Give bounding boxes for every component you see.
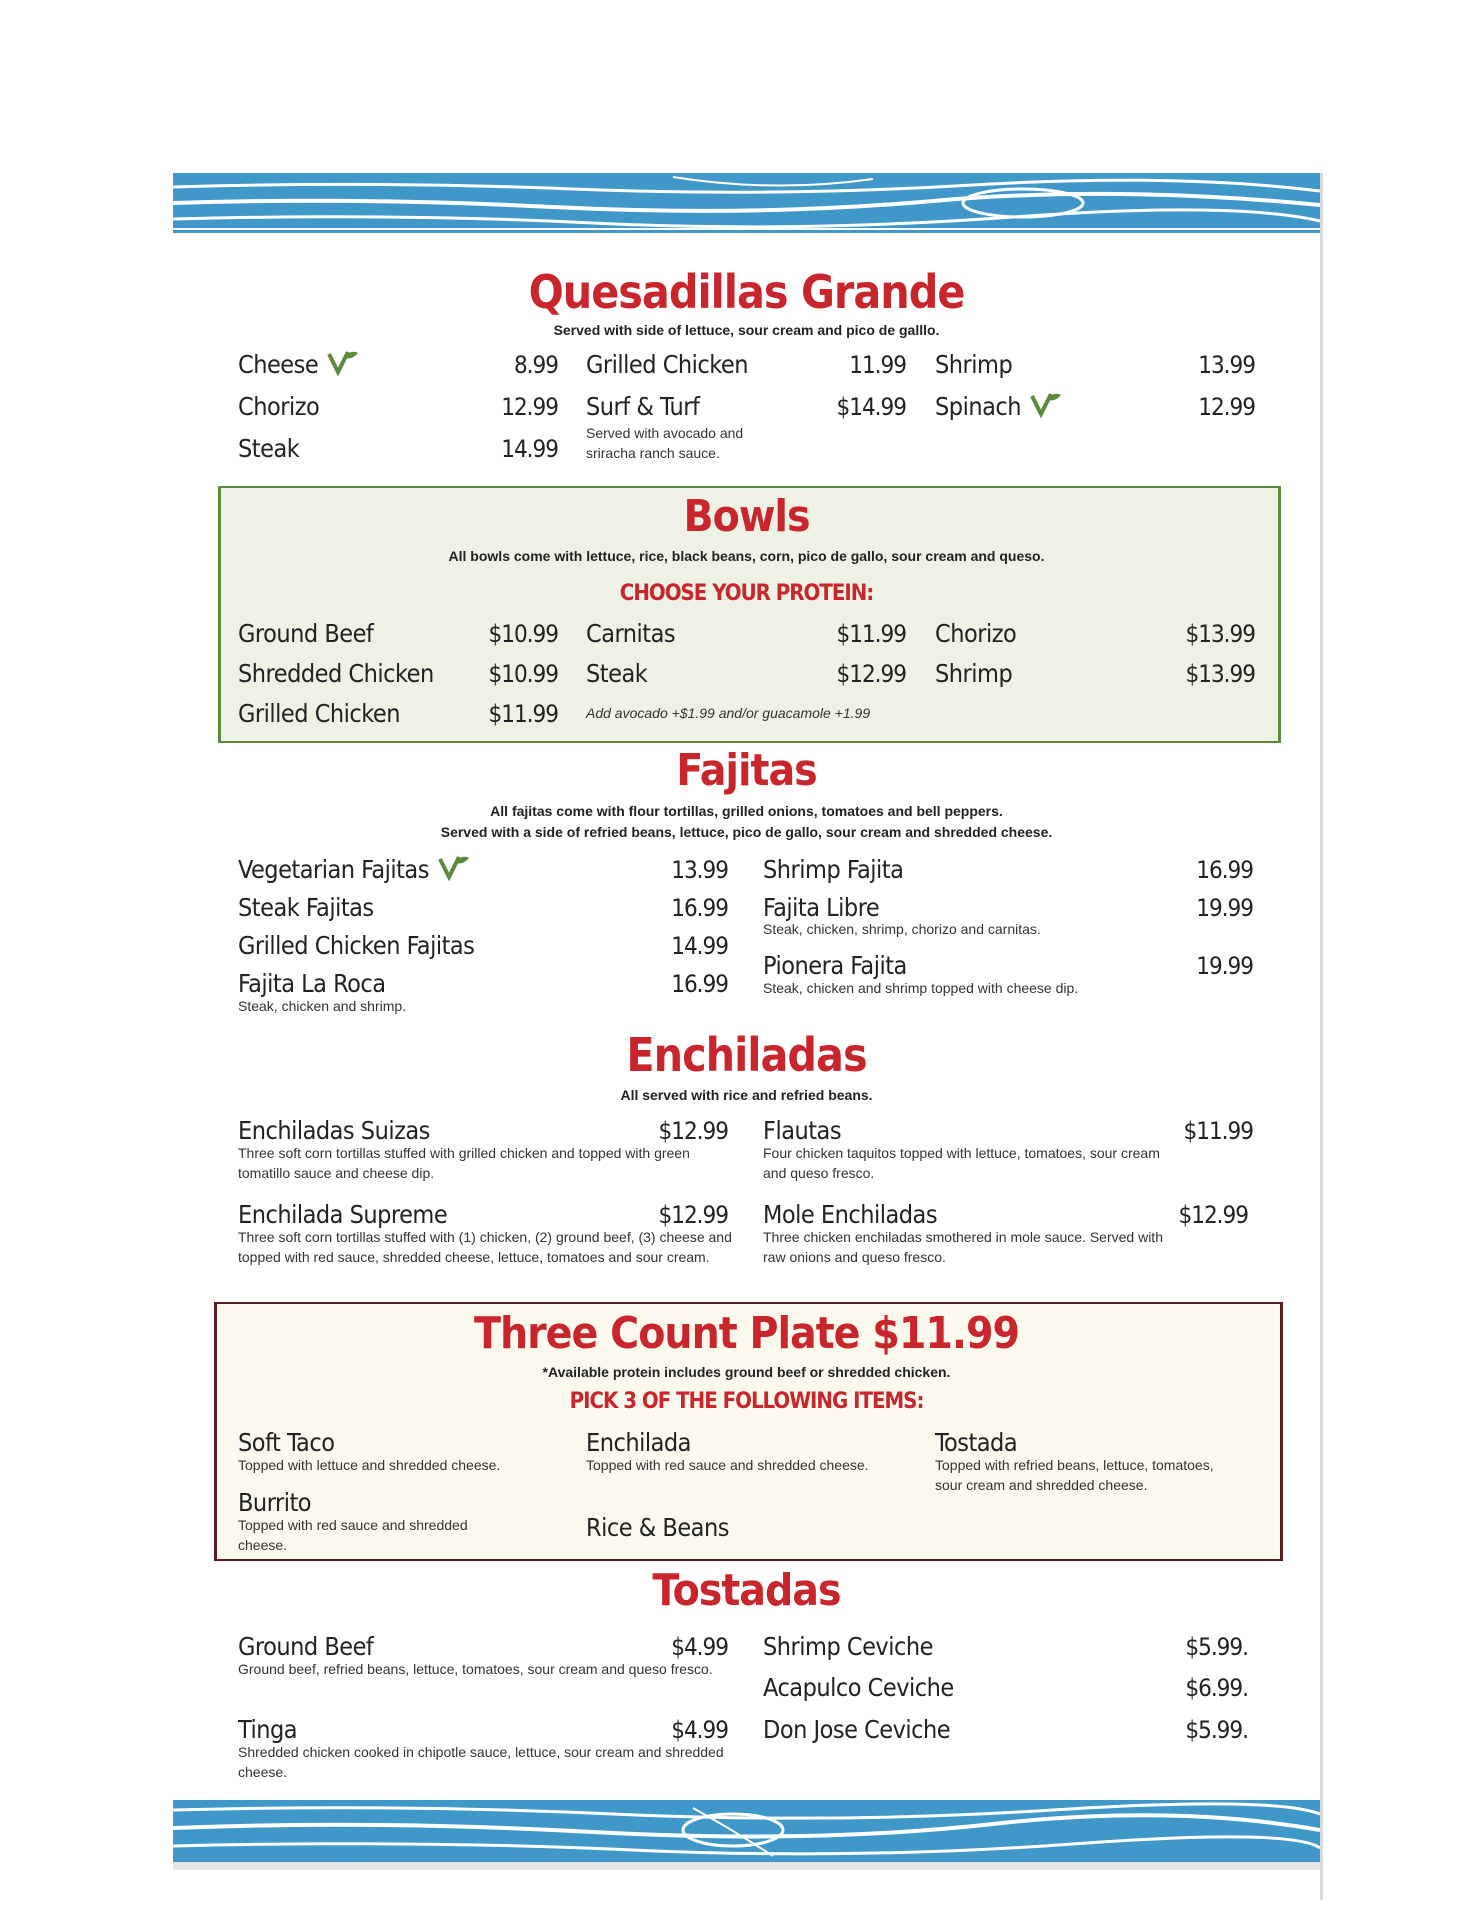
option-name: Enchilada	[586, 1428, 691, 1457]
item-name: Spinach	[935, 392, 1021, 421]
protein-heading: CHOOSE YOUR PROTEIN:	[619, 581, 874, 606]
list-item	[763, 1715, 1248, 1744]
item-price: 11.99	[849, 351, 906, 379]
option-name: Tostada	[935, 1428, 1018, 1457]
wood-banner-bottom	[173, 1800, 1320, 1870]
list-item	[238, 893, 728, 922]
option-name: Burrito	[238, 1488, 312, 1517]
item-price: 16.99	[671, 894, 728, 922]
fajitas-title: Fajitas	[676, 745, 817, 796]
item-price: 19.99	[1196, 952, 1253, 980]
item-description: Three soft corn tortillas stuffed with (1) chicken, (2) ground beef, (3) cheese and topped with red sauce, shredded cheese, lettuce, tomatoes and sour cream.	[238, 1229, 732, 1265]
item-price: $11.99	[1183, 1117, 1253, 1145]
item-price: $5.99.	[1185, 1716, 1248, 1744]
item-name: Shrimp	[935, 659, 1013, 688]
item-name: Don Jose Ceviche	[763, 1715, 951, 1744]
item-price: $12.99	[658, 1201, 728, 1229]
list-item	[586, 619, 906, 648]
item-name: Ground Beef	[238, 1632, 374, 1661]
item-name: Steak	[586, 659, 648, 688]
enchiladas-subtitle: All served with rice and refried beans.	[620, 1087, 873, 1103]
item-price: 19.99	[1196, 894, 1253, 922]
item-name: Shrimp Ceviche	[763, 1632, 933, 1661]
option-name: Soft Taco	[238, 1428, 335, 1457]
vegetarian-leaf-icon	[1029, 392, 1063, 424]
item-price: $4.99	[671, 1716, 728, 1744]
option-description: Topped with red sauce and shredded cheese.	[586, 1457, 869, 1473]
item-name: Fajita La Roca	[238, 969, 386, 998]
item-price: 14.99	[501, 435, 558, 463]
item-name: Grilled Chicken	[586, 350, 749, 379]
item-name: Tinga	[238, 1715, 298, 1744]
list-item	[238, 1632, 728, 1661]
list-item	[763, 1200, 1248, 1229]
option-description: Topped with lettuce and shredded cheese.	[238, 1457, 501, 1473]
item-price: $10.99	[488, 620, 558, 648]
item-name: Carnitas	[586, 619, 676, 648]
item-name: Chorizo	[238, 392, 320, 421]
item-price: 13.99	[1198, 351, 1255, 379]
item-name: Surf & Turf	[586, 392, 700, 421]
list-item	[763, 855, 1253, 884]
list-item	[586, 350, 906, 379]
bowls-title: Bowls	[683, 491, 810, 542]
three-count-title: Three Count Plate $11.99	[473, 1308, 1020, 1359]
list-item	[238, 855, 728, 887]
item-price: 8.99	[513, 351, 558, 379]
list-item	[238, 1715, 728, 1744]
enchiladas-title: Enchiladas	[626, 1028, 867, 1082]
item-description: Ground beef, refried beans, lettuce, tomatoes, sour cream and queso fresco.	[238, 1661, 713, 1677]
list-item	[935, 619, 1255, 648]
quesadillas-subtitle: Served with side of lettuce, sour cream and pico de galllo.	[553, 322, 940, 338]
item-price: $5.99.	[1185, 1633, 1248, 1661]
vegetarian-leaf-icon	[437, 855, 471, 887]
item-description: Served with avocado and sriracha ranch sauce.	[586, 425, 744, 461]
item-name: Enchiladas Suizas	[238, 1116, 430, 1145]
item-price: 13.99	[671, 856, 728, 884]
item-name: Grilled Chicken	[238, 699, 401, 728]
item-name: Pionera Fajita	[763, 951, 907, 980]
item-price: $11.99	[488, 700, 558, 728]
option-description: Topped with refried beans, lettuce, tomatoes, sour cream and shredded cheese.	[935, 1457, 1214, 1493]
item-name: Steak	[238, 434, 300, 463]
bowls-subtitle: All bowls come with lettuce, rice, black beans, corn, pico de gallo, sour cream and queso.	[448, 548, 1045, 564]
option-name: Rice & Beans	[586, 1513, 729, 1542]
wood-banner-top	[173, 173, 1320, 233]
list-item	[763, 1673, 1248, 1702]
list-item	[238, 1200, 728, 1229]
item-name: Chorizo	[935, 619, 1017, 648]
item-name: Steak Fajitas	[238, 893, 374, 922]
item-price: $14.99	[836, 393, 906, 421]
list-item	[238, 392, 558, 421]
item-name: Flautas	[763, 1116, 842, 1145]
item-price: $11.99	[836, 620, 906, 648]
item-description: Shredded chicken cooked in chipotle sauce, lettuce, sour cream and shredded cheese.	[238, 1744, 724, 1780]
item-description: Steak, chicken and shrimp topped with cheese dip.	[763, 980, 1079, 996]
list-item	[763, 893, 1253, 922]
item-description: Steak, chicken and shrimp.	[238, 998, 407, 1014]
vegetarian-leaf-icon	[326, 350, 360, 382]
item-name: Ground Beef	[238, 619, 374, 648]
item-price: $12.99	[658, 1117, 728, 1145]
list-item	[763, 1116, 1253, 1145]
item-name: Fajita Libre	[763, 893, 880, 922]
menu-page	[173, 173, 1320, 1900]
item-price: $4.99	[671, 1633, 728, 1661]
tostadas-title: Tostadas	[652, 1565, 841, 1616]
addon-note: Add avocado +$1.99 and/or guacamole +1.99	[586, 705, 871, 721]
item-name: Enchilada Supreme	[238, 1200, 448, 1229]
item-price: $13.99	[1185, 660, 1255, 688]
list-item	[935, 350, 1255, 379]
item-name: Vegetarian Fajitas	[238, 855, 429, 884]
list-item	[238, 969, 728, 998]
item-description: Three chicken enchiladas smothered in mole sauce. Served with raw onions and queso fresco.	[763, 1229, 1163, 1265]
item-price: 16.99	[671, 970, 728, 998]
item-name: Acapulco Ceviche	[763, 1673, 954, 1702]
list-item	[238, 931, 728, 960]
item-name: Mole Enchiladas	[763, 1200, 938, 1229]
list-item	[238, 659, 558, 688]
list-item	[238, 434, 558, 463]
list-item	[586, 392, 906, 421]
item-price: $10.99	[488, 660, 558, 688]
pick-heading: PICK 3 OF THE FOLLOWING ITEMS:	[569, 1389, 924, 1414]
item-description: Steak, chicken, shrimp, chorizo and carnitas.	[763, 921, 1041, 937]
fajitas-subtitle-2: Served with a side of refried beans, lettuce, pico de gallo, sour cream and shredded cheese.	[440, 824, 1053, 840]
three-count-note: *Available protein includes ground beef or shredded chicken.	[542, 1364, 951, 1380]
item-price: $12.99	[836, 660, 906, 688]
list-item	[586, 659, 906, 688]
list-item	[238, 699, 558, 728]
list-item	[238, 350, 558, 382]
item-price: 12.99	[501, 393, 558, 421]
item-name: Shredded Chicken	[238, 659, 434, 688]
option-description: Topped with red sauce and shredded cheese.	[238, 1517, 468, 1553]
item-name: Shrimp Fajita	[763, 855, 904, 884]
list-item	[238, 619, 558, 648]
item-price: $12.99	[1178, 1201, 1248, 1229]
item-price: 14.99	[671, 932, 728, 960]
item-price: 16.99	[1196, 856, 1253, 884]
item-name: Shrimp	[935, 350, 1013, 379]
fajitas-subtitle-1: All fajitas come with flour tortillas, grilled onions, tomatoes and bell peppers.	[490, 803, 1003, 819]
quesadillas-title: Quesadillas Grande	[528, 265, 965, 319]
list-item	[763, 1632, 1248, 1661]
list-item	[935, 392, 1255, 424]
item-price: $13.99	[1185, 620, 1255, 648]
list-item	[935, 659, 1255, 688]
item-description: Four chicken taquitos topped with lettuce, tomatoes, sour cream and queso fresco.	[763, 1145, 1160, 1181]
item-price: 12.99	[1198, 393, 1255, 421]
item-price: $6.99.	[1185, 1674, 1248, 1702]
list-item	[238, 1116, 728, 1145]
item-name: Cheese	[238, 350, 319, 379]
list-item	[763, 951, 1253, 980]
item-description: Three soft corn tortillas stuffed with grilled chicken and topped with green tomatillo sauce and cheese dip.	[238, 1145, 690, 1181]
item-name: Grilled Chicken Fajitas	[238, 931, 475, 960]
